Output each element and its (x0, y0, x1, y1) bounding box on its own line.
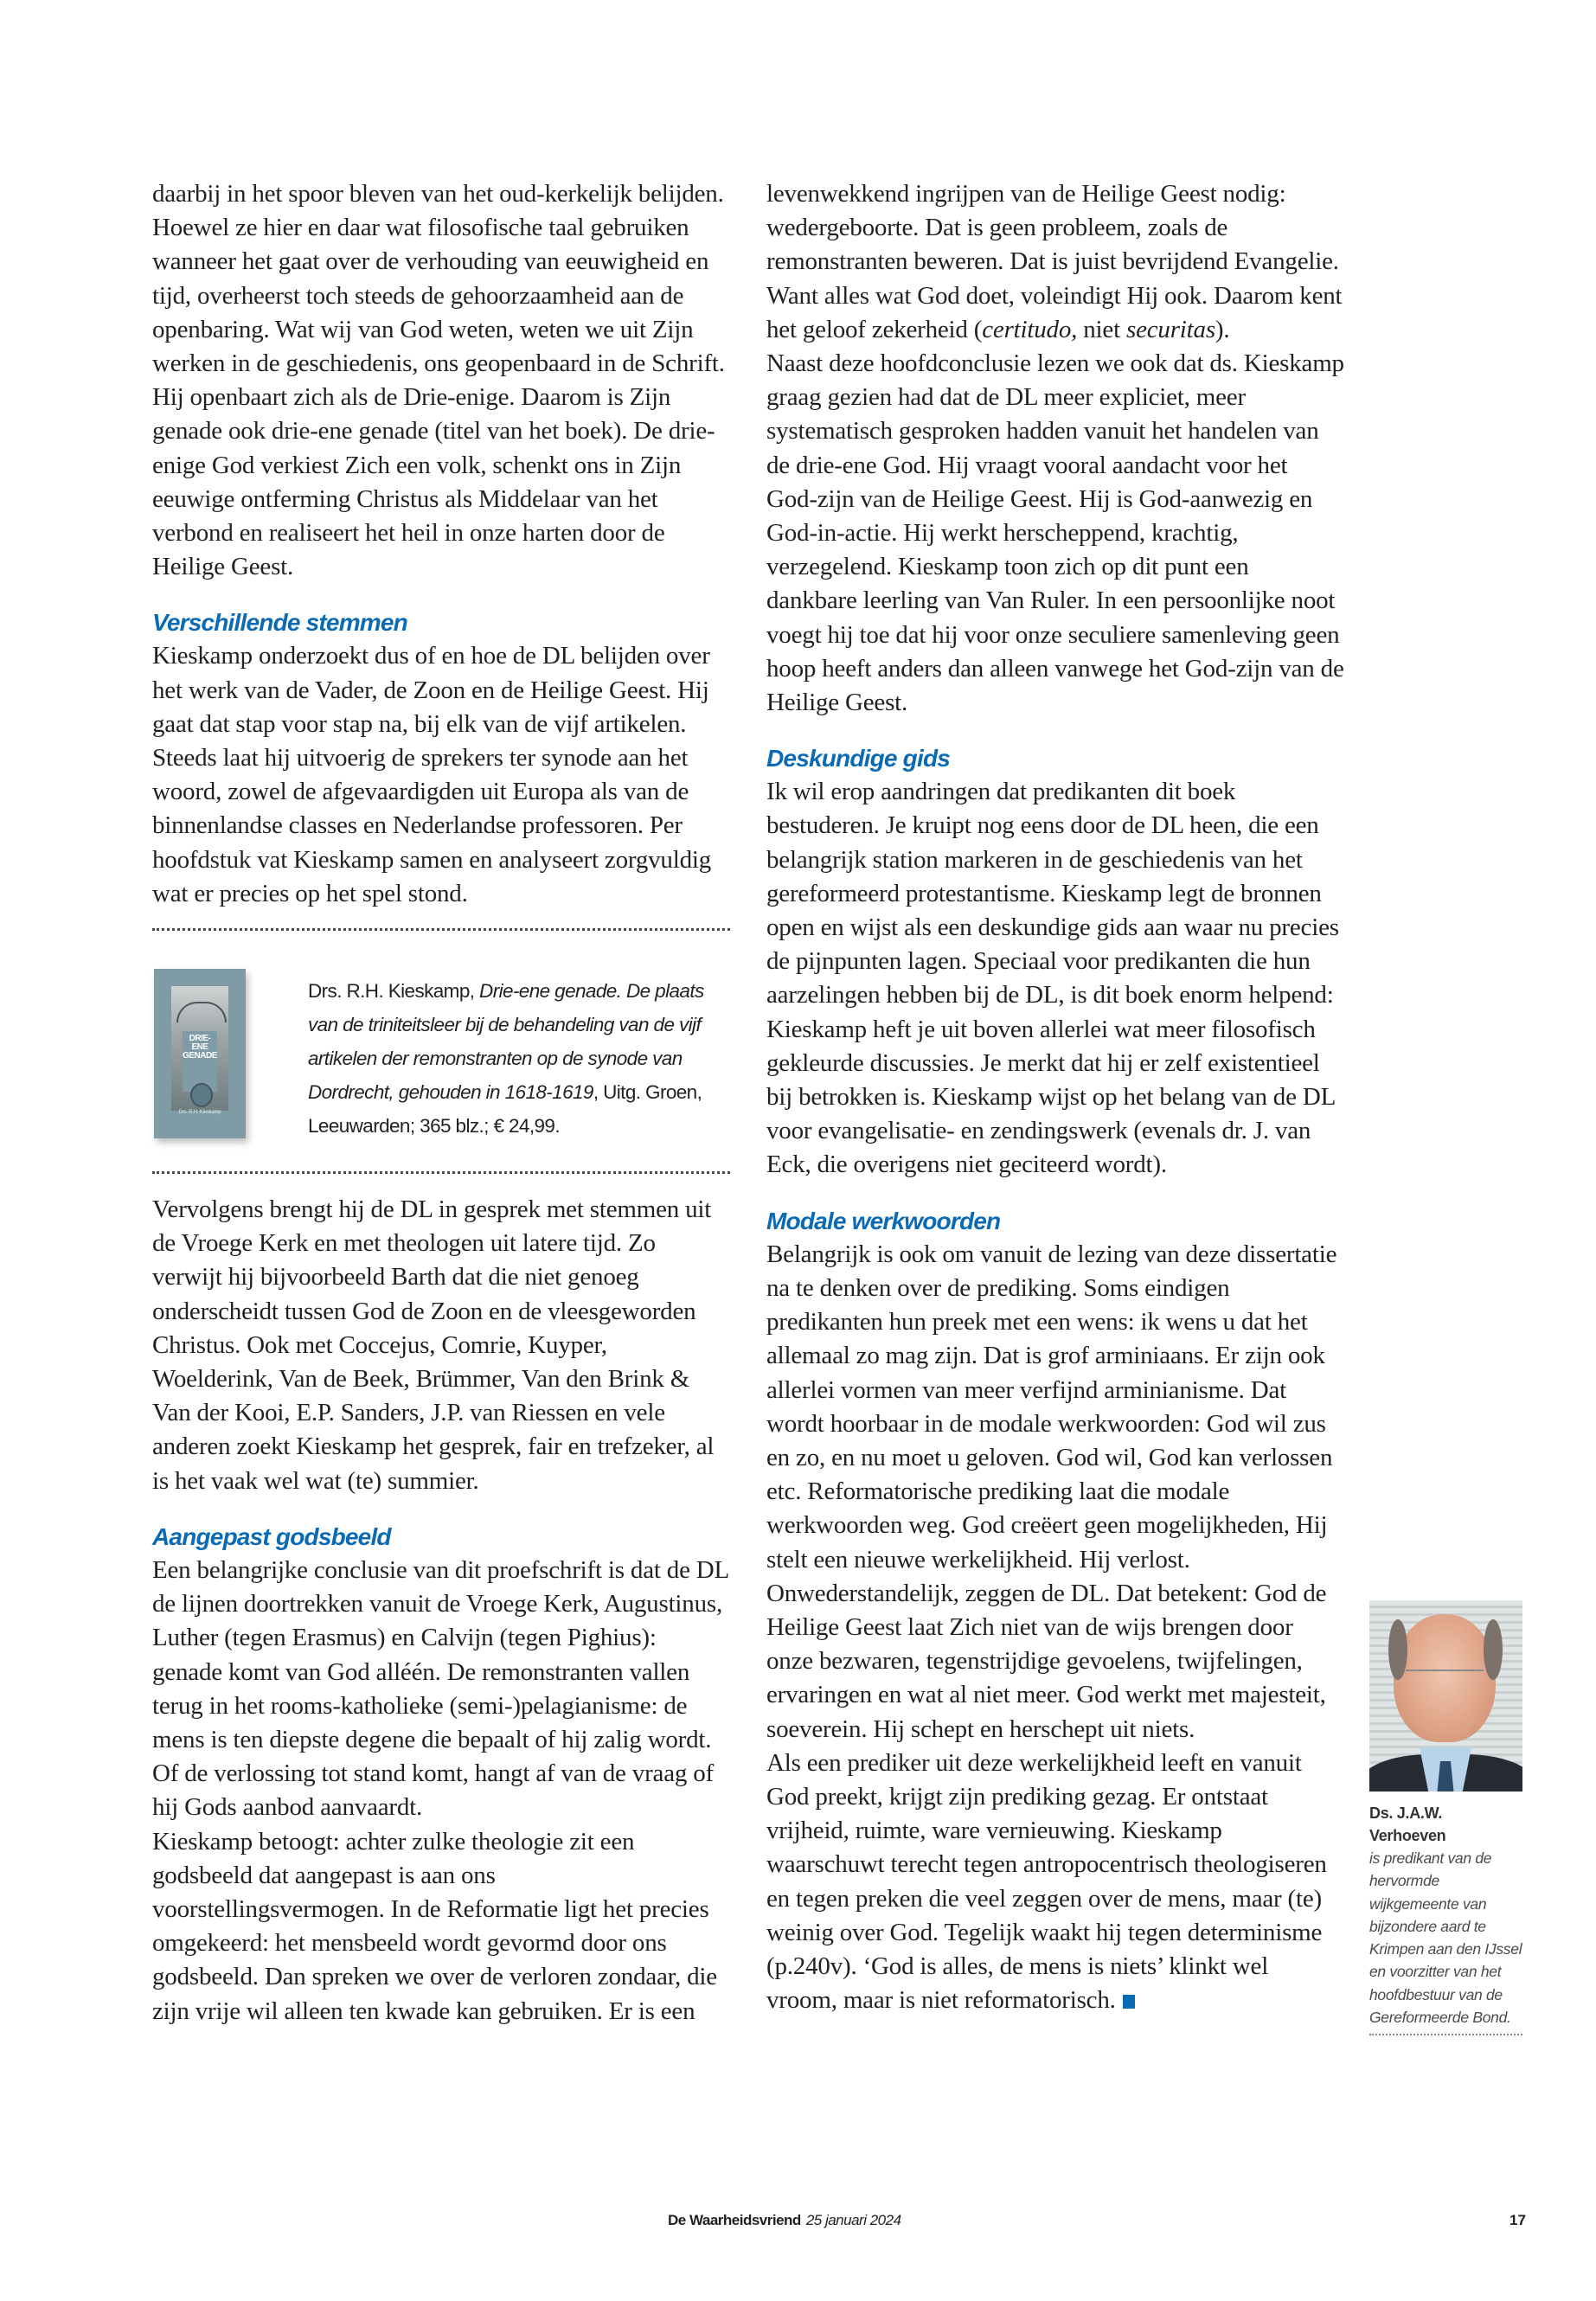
cover-title (183, 1035, 217, 1061)
paragraph-hoofdconclusie: Naast deze hoofdconclusie lezen we ook dat ds. Kieskamp graag gezien had dat de DL meer expliciet, meer systematisch gesproken hadden vanuit het handelen van de drie-ene God. Hij vraagt vooral aandacht voor het God-zijn van de Heilige Geest. Hij is God-aanwezig en God-in-actie. Hij werkt herscheppend, krachtig, verzegelend. Kieskamp toon zich op dit punt een dankbare leerling van Van Ruler. In een persoonlijke noot voegt hij toe dat hij voor onze seculiere samenleving geen hoop heeft anders dan alleen vanwege het God-zijn van de Heilige Geest. (766, 349, 1344, 717)
book-info-box (152, 928, 730, 1174)
book-cover-image (154, 969, 246, 1138)
book-cover-engraving (171, 986, 228, 1111)
page-footer (668, 2212, 901, 2229)
text-run: niet (1077, 315, 1126, 343)
book-title: Drie-ene genade. De plaats van de triniteitsleer bij de behandeling van de vijf artikelen der remonstranten op de synode van Dordrecht, gehouden in 1618-1619 (308, 980, 704, 1104)
section-paragraph-1: Een belangrijke conclusie van dit proefschrift is dat de DL de lijnen doortrekken vanuit de Vroege Kerk, Augustinus, Luther (tegen Erasmus) en Calvijn (tegen Pighius): genade komt van God alléén. De remonstranten vallen terug in het rooms-katholieke (semi-)pelagianisme: de mens is ten diepste degene die bepaalt of hij zalig wordt. Of de verlossing tot stand komt, hangt af van de vraag of hij Gods aanbod aanvaardt. (152, 1555, 728, 1822)
section-paragraph-2 (766, 1747, 1344, 2018)
photo-glasses (1406, 1670, 1484, 1687)
section-heading-aangepast-godsbeeld: Aangepast godsbeeld (152, 1522, 391, 1550)
issue-date: 25 januari 2024 (805, 2212, 901, 2228)
author-name: Ds. J.A.W. Verhoeven (1369, 1804, 1446, 1844)
book-author: Drs. R.H. Kieskamp, (308, 980, 480, 1003)
cover-author: Drs. R.H. Kieskamp (178, 1109, 221, 1115)
latin-term-certitudo: certitudo, (982, 315, 1078, 343)
article-right-column (766, 177, 1344, 2017)
author-sidebar (1369, 1600, 1522, 2035)
section-heading-deskundige-gids: Deskundige gids (766, 745, 951, 772)
section-heading-verschillende-stemmen: Verschillende stemmen (152, 609, 407, 637)
article-left-column (152, 177, 730, 2029)
text-run: ). (1215, 315, 1230, 343)
intro-paragraph: daarbij in het spoor bleven van het oud-kerkelijk belijden. Hoewel ze hier en daar wat filosofische taal gebruiken wanneer het gaat over de verhouding van eeuwigheid en tijd, overheerst toch steeds de gehoorzaamheid aan de openbaring. Wat wij van God weten, weten we uit Zijn werken in de geschiedenis, ons geopenbaard in de Schrift. Hij openbaart zich als de Drie-enige. Daarom is Zijn genade ook drie-ene genade (titel van het boek). De drie-enige God verkiest Zich een volk, schenkt ons in Zijn eeuwige ontferming Christus als Middelaar van het verbond en realiseert het heil in onze harten door de Heilige Geest. (152, 180, 725, 581)
section-paragraph-continued: Vervolgens brengt hij de DL in gesprek met stemmen uit de Vroege Kerk en met theologen uit latere tijd. Zo verwijt hij bijvoorbeeld Barth dat die niet genoeg onderscheidt tussen God de Zoon en de vleesgeworden Christus. Ook met Coccejus, Comrie, Kuyper, Woelderink, Van de Beek, Brümmer, Van den Brink & Van der Kooi, E.P. Sanders, J.P. van Riessen en vele anderen zoekt Kieskamp het gesprek, fair en trefzeker, al is het vaak wel wat (te) summier. (152, 1195, 715, 1495)
continued-paragraph (766, 177, 1344, 347)
text-run: levenwekkend ingrijpen van de Heilige Geest nodig: wedergeboorte. Dat is geen probleem, zoals de remonstranten beweren. Dat is juist bevrijdend Evangelie. Want alles wat God doet, voleindigt Hij ook. Daarom kent het geloof zekerheid ( (766, 180, 1343, 343)
section-paragraph-2: Kieskamp betoogt: achter zulke theologie zit een godsbeeld dat aangepast is aan ons voorstellingsvermogen. In de Reformatie ligt het precies omgekeerd: het mensbeeld wordt gevormd door ons godsbeeld. Dan spreken we over de verloren zondaar, die zijn vrije wil alleen ten kwade kan gebruiken. Er is een (152, 1827, 717, 2025)
section-heading-modale-werkwoorden: Modale werkwoorden (766, 1207, 1001, 1234)
section-paragraph-1: Belangrijk is ook om vanuit de lezing van deze dissertatie na te denken over de prediking. Soms eindigen predikanten hun preek met een wens: ik wens u dat het allemaal zo mag zijn. Dat is grof arminiaans. Er zijn ook allerlei vormen van meer verfijnd arminianisme. Dat wordt hoorbaar in de modale werkwoorden: God wil zus en zo, en nu moet u geloven. God wil, God kan verlossen etc. Reformatorische prediking laat die modale werkwoorden weg. God creëert geen mogelijkheden, Hij stelt een nieuwe werkelijkheid. Hij verlost. Onwederstandelijk, zeggen de DL. Dat betekent: God de Heilige Geest laat Zich niet van de wijs brengen door onze bezwaren, tegenstrijdige gevoelens, twijfelingen, ervaringen en wat al niet meer. God werkt met majesteit, soeverein. Hij schept en herschept uit niets. (766, 1240, 1337, 1743)
book-caption (308, 974, 723, 1143)
end-of-article-square-icon (1123, 1995, 1135, 2009)
author-bio: is predikant van de hervormde wijkgemeente van bijzondere aard te Krimpen aan den IJssel en voorzitter van het hoofdbestuur van de Gereformeerde Bond. (1369, 1847, 1522, 2035)
publication-name: De Waarheidsvriend (668, 2212, 801, 2228)
section-paragraph: Kieskamp onderzoekt dus of en hoe de DL belijden over het werk van de Vader, de Zoon en de Heilige Geest. Hij gaat dat stap voor stap na, bij elk van de vijf artikelen. Steeds laat hij uitvoerig de sprekers ter synode aan het woord, zowel de afgevaardigden uit Europa als van de binnenlandse classes en Nederlandse professoren. Per hoofdstuk vat Kieskamp samen en analyseert zorgvuldig wat er precies op het spel stond. (152, 642, 712, 907)
section-paragraph: Ik wil erop aandringen dat predikanten dit boek bestuderen. Je kruipt nog eens door de DL heen, die een belangrijk station markeren in de geschiedenis van het gereformeerd protestantisme. Kieskamp legt de bronnen open en wijst als een deskundige gids aan waar nu precies de pijnpunten lagen. Speciaal voor predikanten die hun aarzelingen hebben bij de DL, is dit boek enorm helpend: Kieskamp heft je uit boven allerlei wat meer filosofisch gekleurde discussies. Je merkt dat hij er zelf existentieel bij betrokken is. Kieskamp wijst op het belang van de DL voor evangelisatie- en zendingswerk (evenals dr. J. van Eck, die overigens niet geciteerd wordt). (766, 778, 1339, 1179)
photo-hair-left (1388, 1619, 1407, 1680)
page-number: 17 (1509, 2212, 1526, 2228)
cover-title-line-1: DRIE-ENE (189, 1034, 211, 1053)
book-publisher-info: , Uitg. Groen, Leeuwarden; 365 blz.; € 24,99. (308, 1081, 702, 1138)
photo-hair-right (1484, 1619, 1503, 1680)
author-photo (1369, 1600, 1522, 1791)
cover-title-line-2: GENADE (183, 1051, 217, 1061)
closing-text: Als een prediker uit deze werkelijkheid leeft en vanuit God preekt, krijgt zijn prediking gezag. Er ontstaat vrijheid, ruimte, ware vernieuwing. Kieskamp waarschuwt terecht tegen antropocentrisch theologiseren en tegen preken die veel zeggen over de mens, maar (te) weinig over God. Tegelijk waakt hij tegen determinisme (p.240v). ‘God is alles, de mens is niets’ klinkt wel vroom, maar is niet reformatorisch. (766, 1748, 1327, 2015)
latin-term-securitas: securitas (1125, 315, 1215, 343)
arch-decoration (176, 1002, 227, 1022)
